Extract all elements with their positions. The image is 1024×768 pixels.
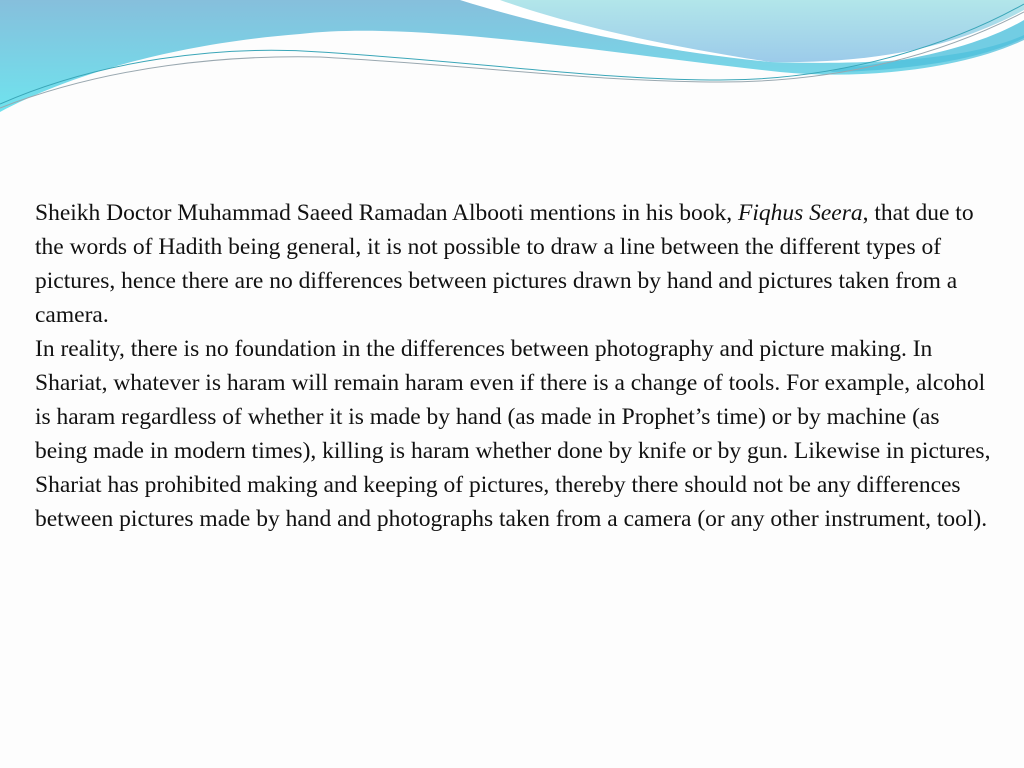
- slide-body: [35, 196, 995, 536]
- paragraph-reality: In reality, there is no foundation in the differences between photography and picture making. In Shariat, whatever is haram will remain haram even if there is a change of tools. For example, alcohol is haram regardless of whether it is made by hand (as made in Prophet’s time) or by machine (as being made in modern times), killing is haram whether done by knife or by gun. Likewise in pictures, Shariat has prohibited making and keeping of pictures, thereby there should not be any differences between pictures made by hand and photographs taken from a camera (or any other instrument, tool).: [35, 336, 991, 532]
- paragraph-text: , that due to the words of Hadith being general, it is not possible to draw a line between the different types of pictures, hence there are no differences between pictures drawn by hand and pictures taken from a camera.: [35, 200, 974, 328]
- paragraph-albooti: [35, 196, 995, 332]
- book-title: Fiqhus Seera: [737, 200, 863, 226]
- decorative-header-wave: [0, 0, 1024, 130]
- paragraph-text: Sheikh Doctor Muhammad Saeed Ramadan Albooti mentions in his book,: [35, 200, 738, 226]
